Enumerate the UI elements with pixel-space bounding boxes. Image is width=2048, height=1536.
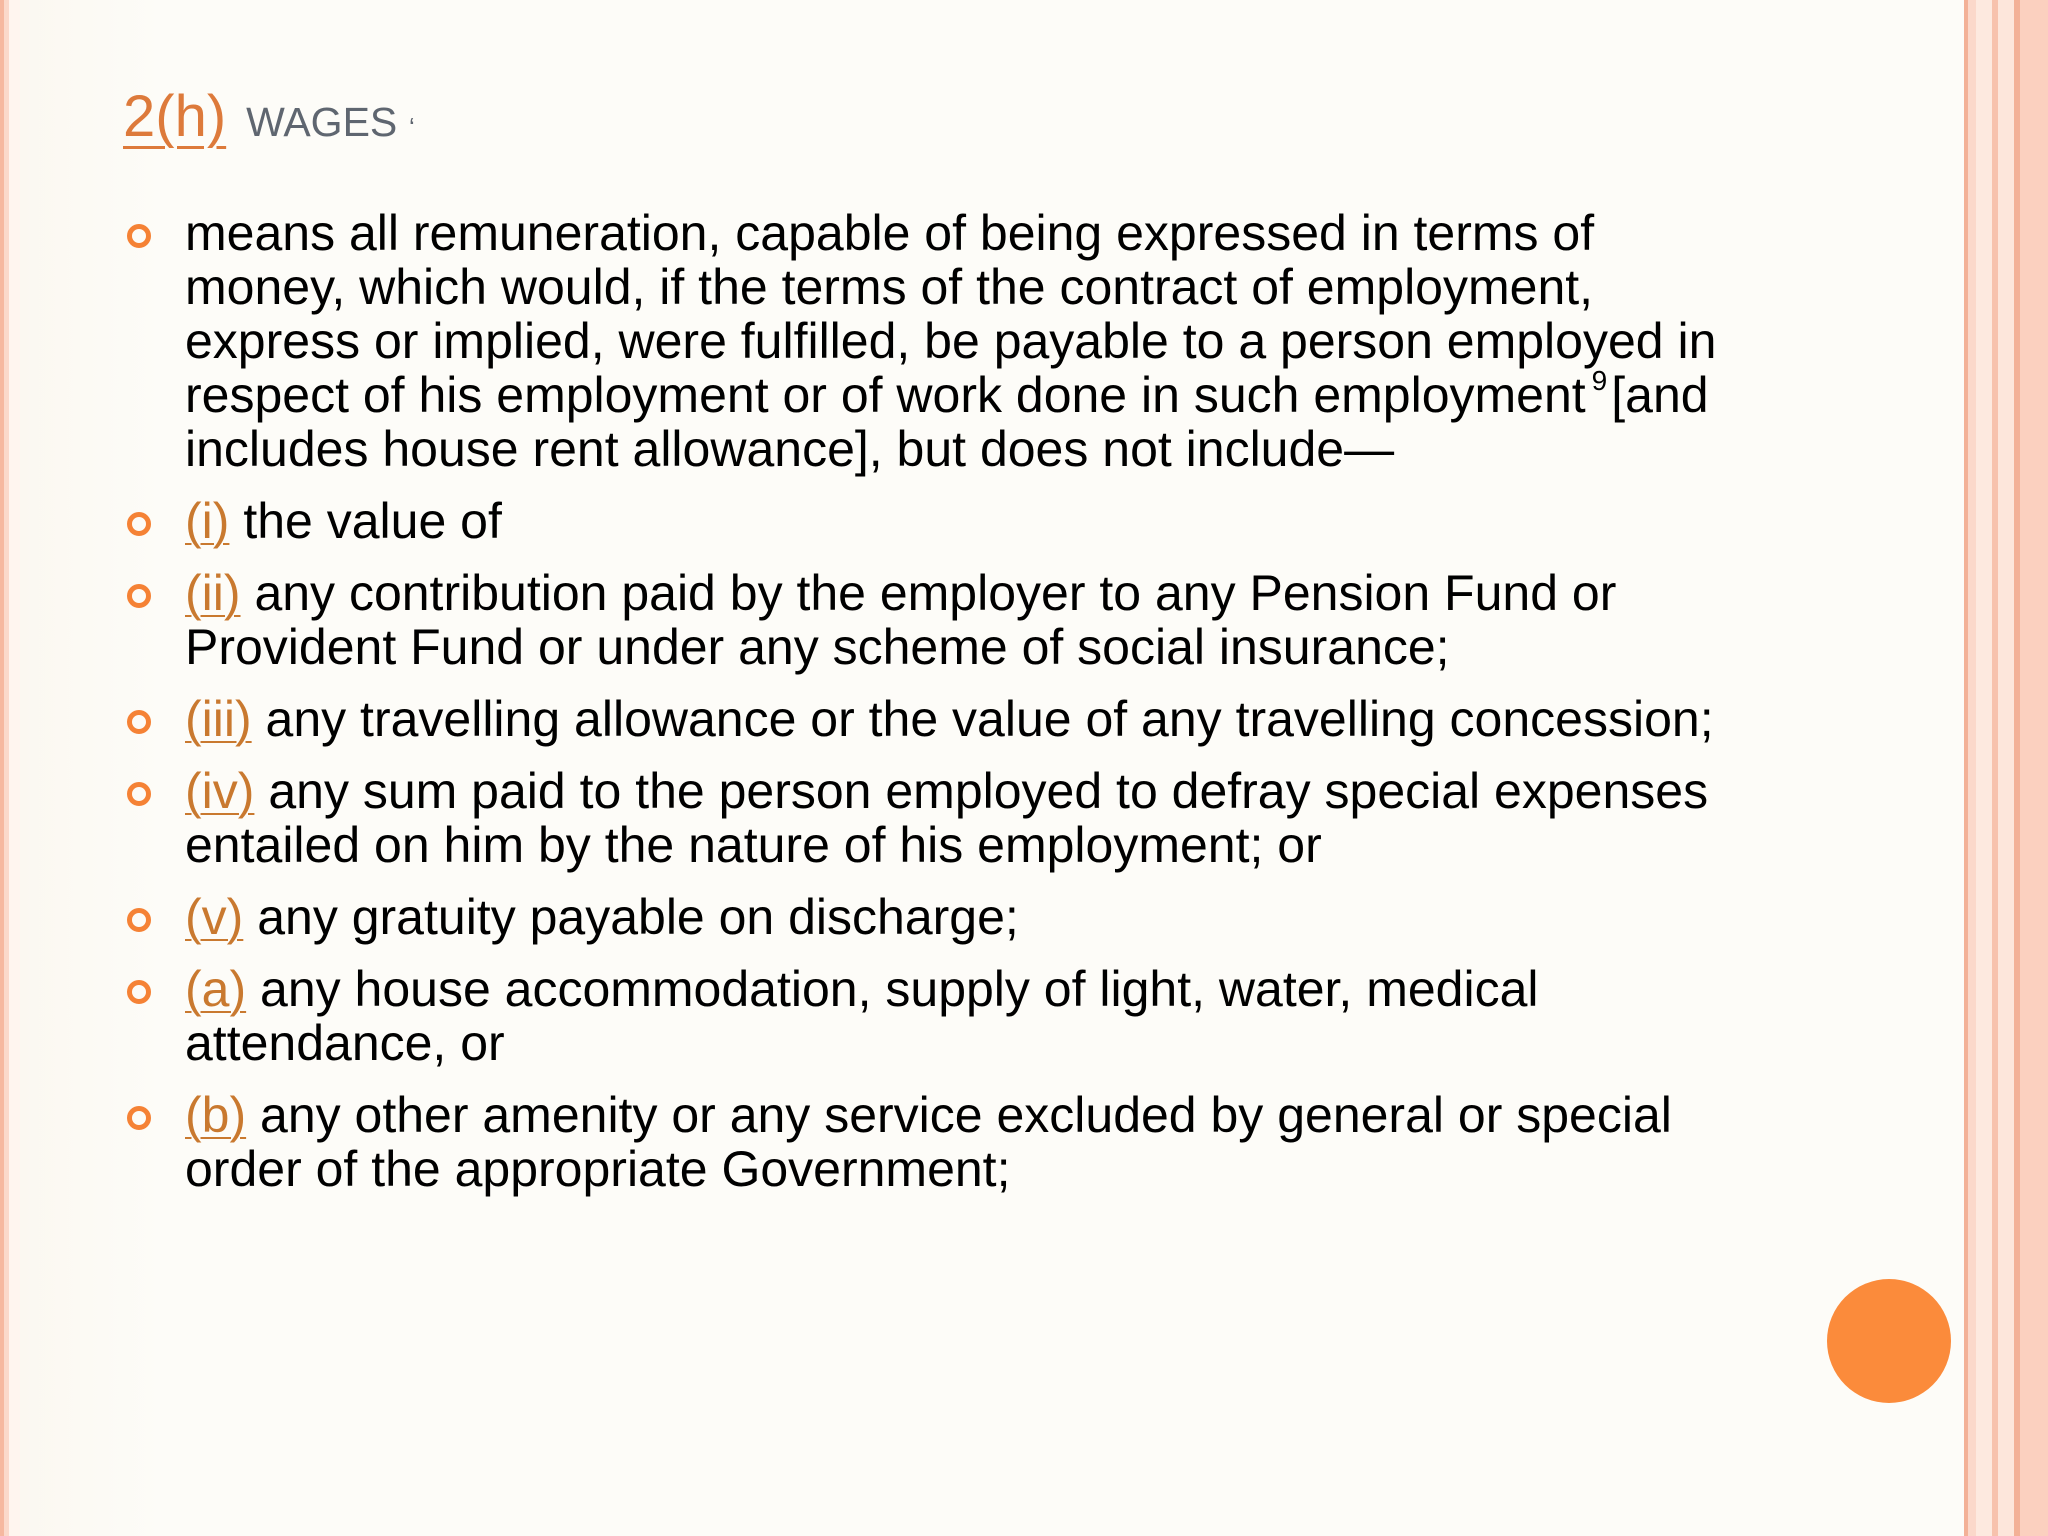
- ring-bullet-icon: [127, 1106, 151, 1130]
- clause-v-link[interactable]: (v): [185, 889, 244, 945]
- ring-bullet-icon: [127, 908, 151, 932]
- clause-b-link[interactable]: (b): [185, 1087, 247, 1143]
- clause-iii-text: any travelling allowance or the value of any travelling concession;: [265, 691, 1714, 747]
- clause-iii-link[interactable]: (iii): [185, 691, 252, 747]
- ring-bullet-icon: [127, 224, 151, 248]
- title-quote-mark: ‘: [409, 112, 415, 142]
- ring-bullet-icon: [127, 584, 151, 608]
- list-item-clause-b: [123, 1088, 1763, 1196]
- footnote-marker: 9: [1591, 365, 1608, 396]
- orange-circle-decoration: [1827, 1279, 1951, 1403]
- list-item-clause-ii: [123, 566, 1763, 674]
- definition-list: [123, 206, 1763, 1214]
- clause-ii-link[interactable]: (ii): [185, 565, 241, 621]
- ring-bullet-icon: [127, 512, 151, 536]
- slide-title: [123, 72, 415, 162]
- clause-iv-text: any sum paid to the person employed to defray special expenses entailed on him by the nature of his employment; or: [185, 763, 1709, 873]
- right-decorative-border: [1964, 0, 2048, 1536]
- list-item-clause-v: [123, 890, 1763, 944]
- ring-bullet-icon: [127, 710, 151, 734]
- definition-text: means all remuneration, capable of being expressed in terms of money, which would, if the terms of the contract of employment, express or implied, were fulfilled, be payable to a person employed in respect of his employment or of work done in such employment: [185, 205, 1717, 423]
- clause-b-text: any other amenity or any service excluded by general or special order of the appropriate Government;: [185, 1087, 1672, 1197]
- title-word: wages: [246, 84, 398, 149]
- list-item-clause-i: [123, 494, 1763, 548]
- list-item-clause-a: [123, 962, 1763, 1070]
- clause-a-link[interactable]: (a): [185, 961, 247, 1017]
- clause-a-text: any house accommodation, supply of light, water, medical attendance, or: [185, 961, 1539, 1071]
- clause-ii-text: any contribution paid by the employer to any Pension Fund or Provident Fund or under any scheme of social insurance;: [185, 565, 1617, 675]
- clause-i-text: the value of: [243, 493, 502, 549]
- list-item-definition: [123, 206, 1763, 476]
- list-item-clause-iv: [123, 764, 1763, 872]
- clause-iv-link[interactable]: (iv): [185, 763, 255, 819]
- definition-text-continued: [and includes house rent allowance], but does not include—: [185, 367, 1709, 477]
- left-decorative-border: [0, 0, 20, 1536]
- list-item-clause-iii: [123, 692, 1763, 746]
- ring-bullet-icon: [127, 782, 151, 806]
- ring-bullet-icon: [127, 980, 151, 1004]
- section-number-link[interactable]: 2(h): [123, 84, 227, 149]
- clause-i-link[interactable]: (i): [185, 493, 230, 549]
- clause-v-text: any gratuity payable on discharge;: [257, 889, 1019, 945]
